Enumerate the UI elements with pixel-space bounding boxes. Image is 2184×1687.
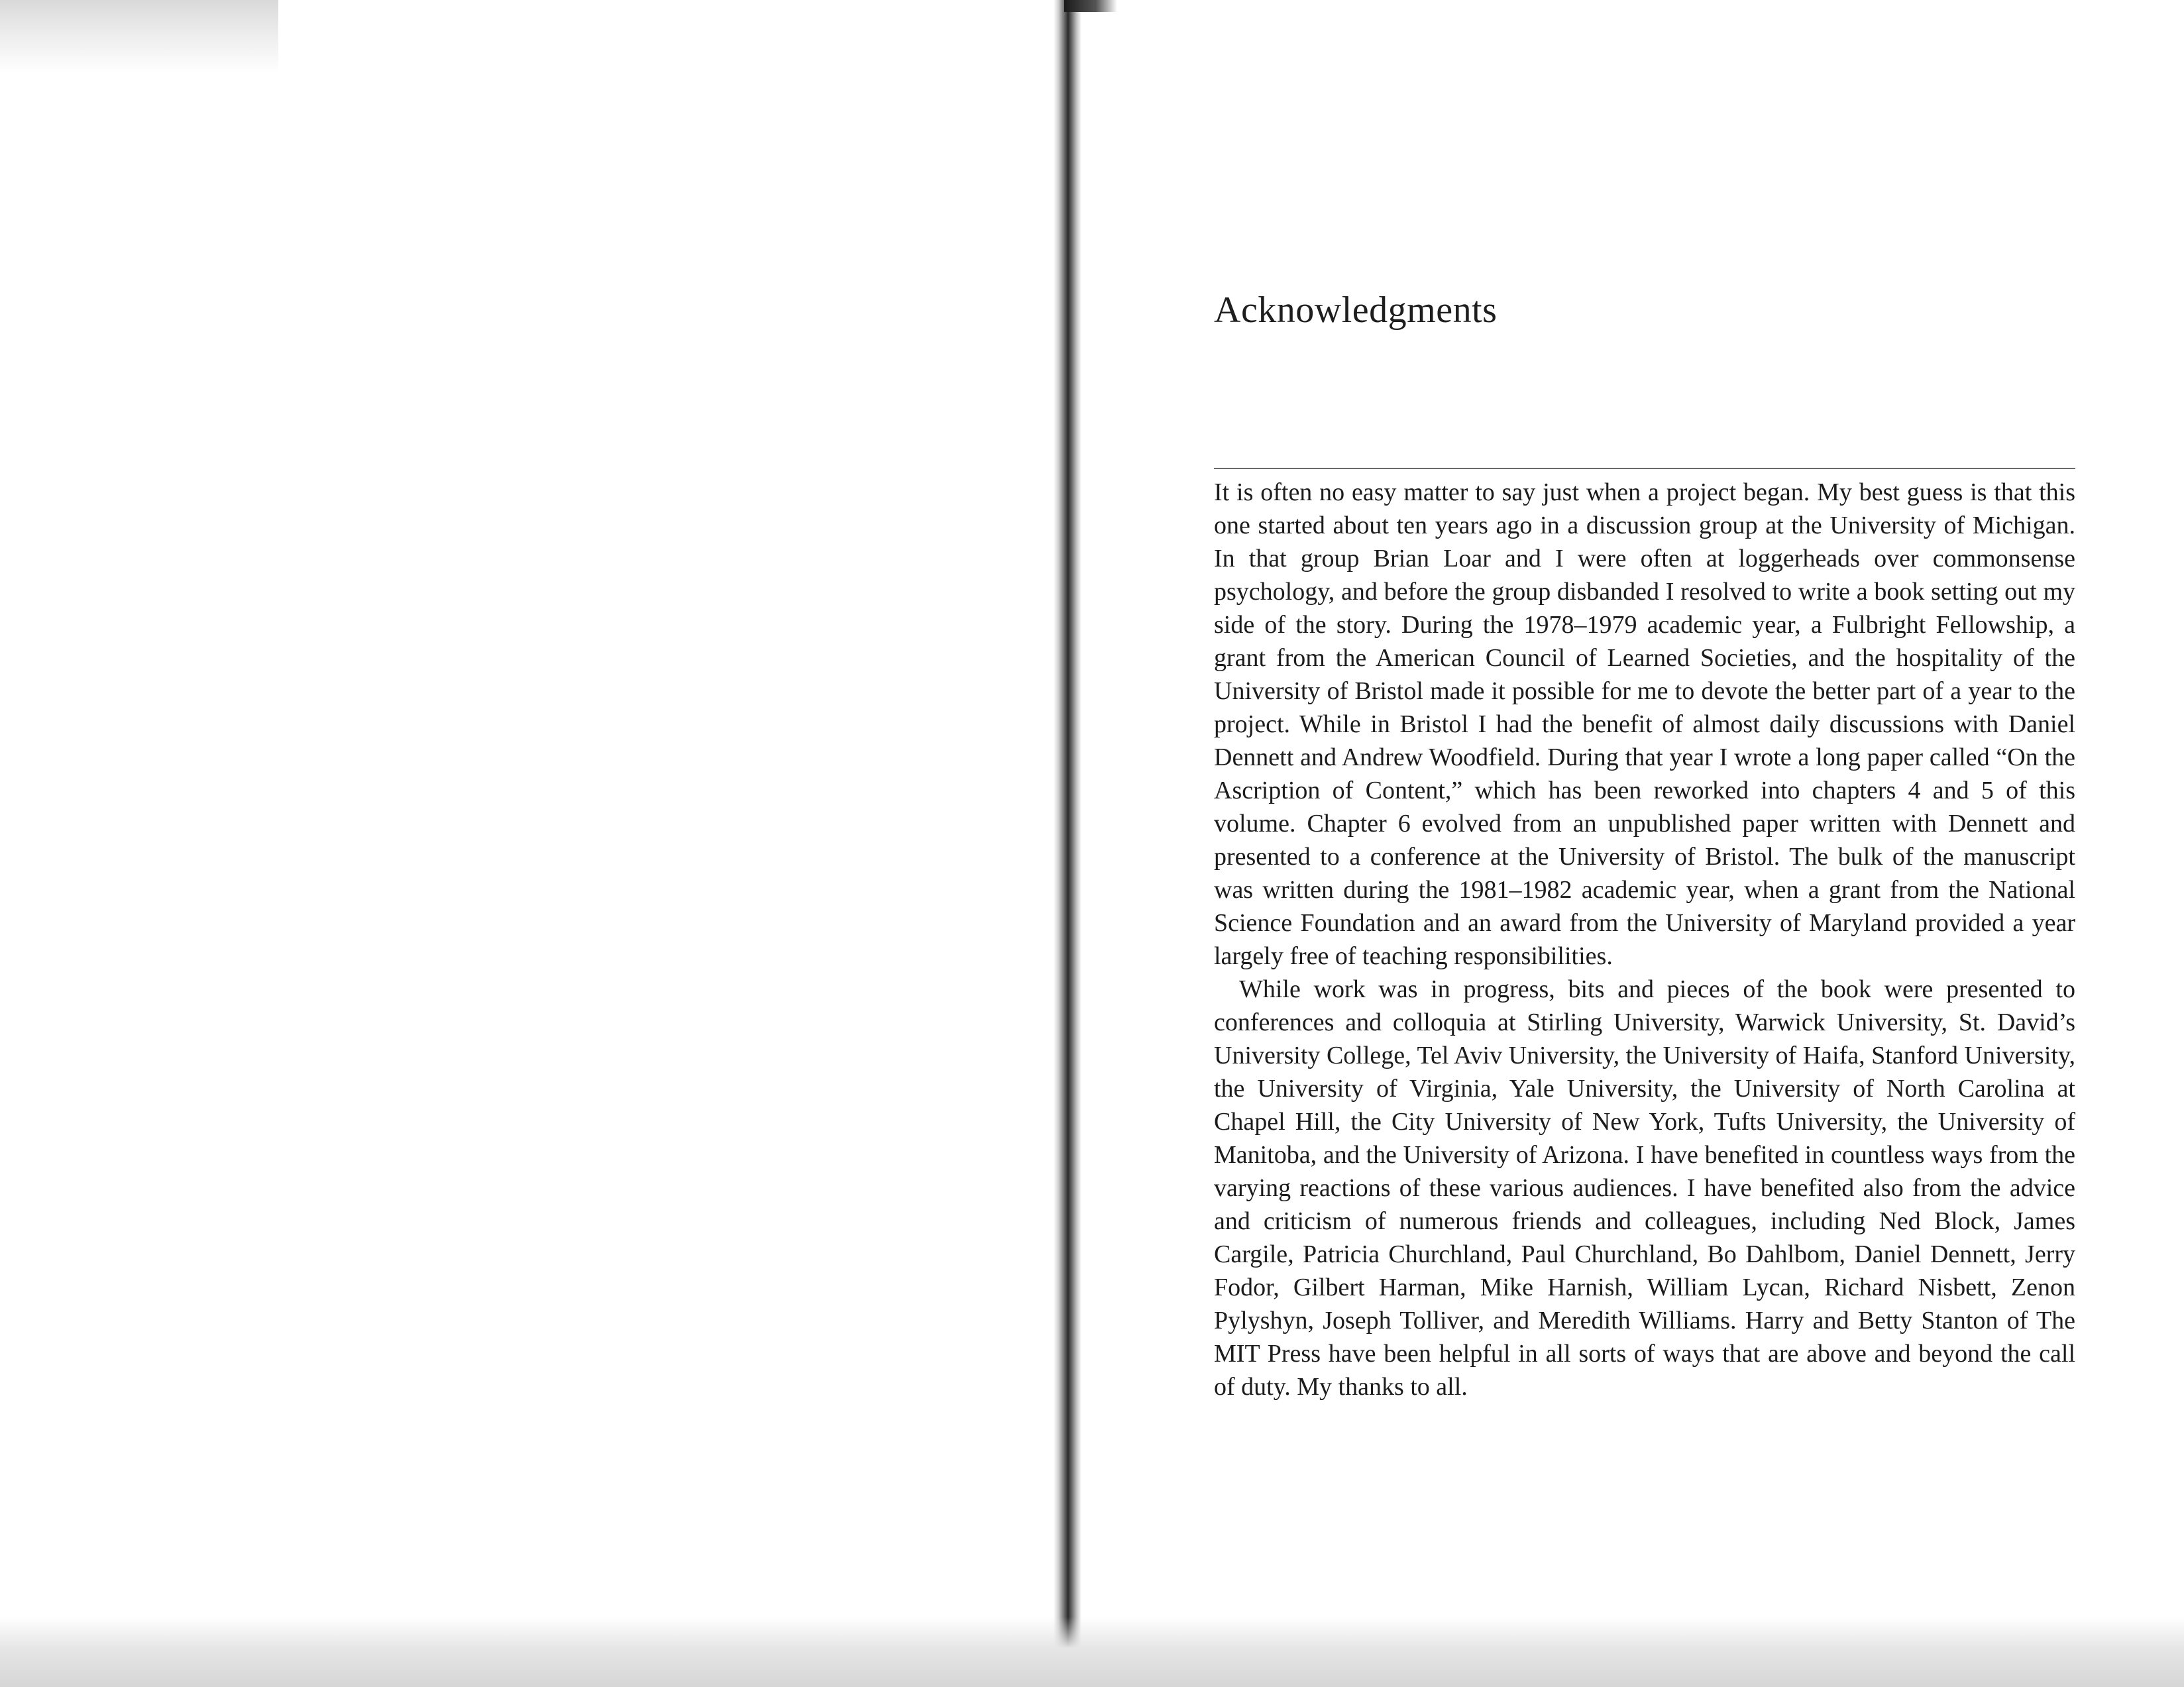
scan-shadow-top-left bbox=[0, 0, 278, 73]
right-page bbox=[1214, 0, 2075, 1617]
book-gutter bbox=[1054, 0, 1081, 1687]
page-title: Acknowledgments bbox=[1214, 290, 1498, 331]
scan-shadow-bottom bbox=[0, 1617, 2184, 1687]
title-divider bbox=[1214, 468, 2075, 469]
body-text bbox=[1214, 476, 2075, 1403]
gutter-top-edge bbox=[1064, 0, 1117, 12]
paragraph-2: While work was in progress, bits and pieces of the book were presented to conferences and colloquia at Stirling University, Warwick University, St. David’s University College, Tel Aviv University, the University of Haifa, Stanford University, the University of Virginia, Yale University, the University of North Carolina at Chapel Hill, the City University of New York, Tufts University, the University of Manitoba, and the University of Arizona. I have benefited in countless ways from the varying reactions of these various audiences. I have benefited also from the advice and criticism of numerous friends and colleagues, including Ned Block, James Cargile, Patricia Churchland, Paul Churchland, Bo Dahlbom, Daniel Dennett, Jerry Fodor, Gilbert Harman, Mike Harnish, William Lycan, Richard Nisbett, Zenon Pylyshyn, Joseph Tolliver, and Meredith Williams. Harry and Betty Stanton of The MIT Press have been helpful in all sorts of ways that are above and beyond the call of duty. My thanks to all. bbox=[1214, 975, 2075, 1401]
paragraph-1: It is often no easy matter to say just when a project began. My best guess is that this one started about ten years ago in a discussion group at the University of Michigan. In that group Brian Loar and I were often at loggerheads over commonsense psychology, and before the group disbanded I resolved to write a book setting out my side of the story. During the 1978–1979 academic year, a Fulbright Fellowship, a grant from the American Council of Learned Societies, and the hospitality of the University of Bristol made it possible for me to devote the better part of a year to the project. While in Bristol I had the benefit of almost daily discussions with Daniel Dennett and Andrew Woodfield. During that year I wrote a long paper called “On the Ascription of Content,” which has been reworked into chapters 4 and 5 of this volume. Chapter 6 evolved from an unpublished paper written with Dennett and presented to a conference at the University of Bristol. The bulk of the manuscript was written during the 1981–1982 academic year, when a grant from the National Science Foundation and an award from the University of Maryland provided a year largely free of teaching responsibilities. bbox=[1214, 478, 2075, 970]
